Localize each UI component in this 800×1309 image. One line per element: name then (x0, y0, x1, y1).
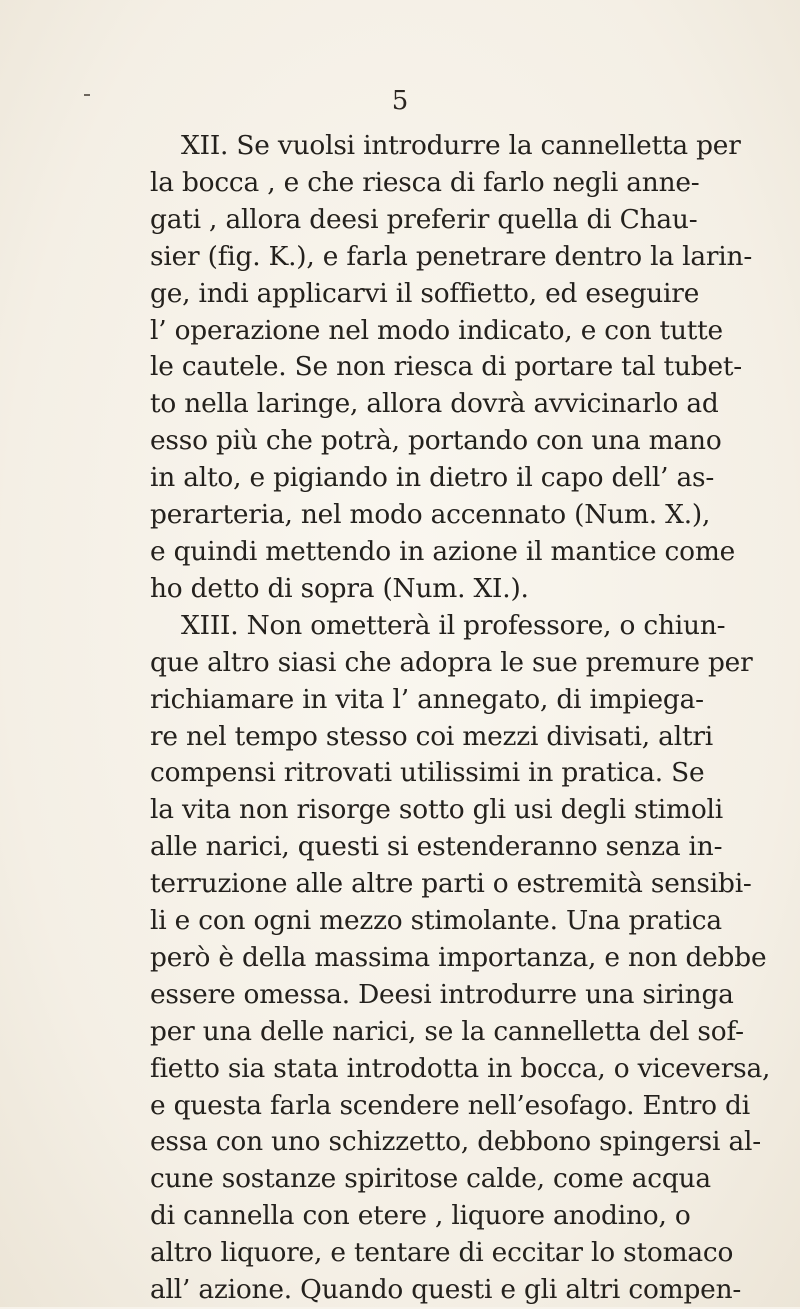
text-line: fietto sia stata introdotta in bocca, o viceversa, (150, 1052, 771, 1084)
text-line: compensi ritrovati utilissimi in pratica. Se (150, 757, 705, 789)
text-line: li e con ogni mezzo stimolante. Una pratica (150, 905, 722, 937)
text-line: essere omessa. Deesi introdurre una siringa (150, 978, 734, 1010)
text-line: all’ azione. Quando questi e gli altri compen- (150, 1274, 742, 1306)
text-line: richiamare in vita l’ annegato, di impiega- (150, 683, 704, 715)
text-line: essa con uno schizzetto, debbono spingersi al- (150, 1126, 761, 1158)
text-line: di cannella con etere , liquore anodino, o (150, 1200, 691, 1232)
body-text (150, 128, 771, 1309)
text-line: altro liquore, e tentare di eccitar lo stomaco (150, 1237, 734, 1269)
text-line: ho detto di sopra (Num. XI.). (150, 572, 529, 604)
text-line: re nel tempo stesso coi mezzi divisati, altri (150, 720, 714, 752)
text-line: e quindi mettendo in azione il mantice come (150, 535, 736, 567)
text-line: perarteria, nel modo accennato (Num. X.), (150, 499, 711, 531)
text-line: sier (fig. K.), e farla penetrare dentro la larin- (150, 240, 753, 272)
text-line: gati , allora deesi preferir quella di Chau- (150, 203, 698, 235)
text-line: per una delle narici, se la cannelletta del sof- (150, 1015, 744, 1047)
text-line: ge, indi applicarvi il soffietto, ed eseguire (150, 277, 700, 309)
text-line: e questa farla scendere nell’esofago. Entro di (150, 1089, 750, 1121)
text-line: terruzione alle altre parti o estremità sensibi- (150, 868, 752, 900)
text-line: que altro siasi che adopra le sue premure per (150, 646, 753, 678)
text-line: to nella laringe, allora dovrà avvicinarlo ad (150, 388, 719, 420)
text-line: però è della massima importanza, e non debbe (150, 941, 767, 973)
text-line: XIII. Non ometterà il professore, o chiun- (181, 609, 726, 641)
text-line: le cautele. Se non riesca di portare tal tubet- (150, 351, 742, 383)
text-line: l’ operazione nel modo indicato, e con tutte (150, 314, 723, 346)
text-line: alle narici, questi si estenderanno senza in- (150, 831, 723, 863)
text-line: esso più che potrà, portando con una mano (150, 425, 722, 457)
page-number: 5 (391, 86, 409, 116)
text-line: la vita non risorge sotto gli usi degli stimoli (150, 794, 724, 826)
text-line: la bocca , e che riesca di farlo negli anne- (150, 166, 700, 198)
text-line: in alto, e pigiando in dietro il capo dell’ as- (150, 462, 715, 494)
text-line: cune sostanze spiritose calde, come acqua (150, 1163, 711, 1195)
text-line: XII. Se vuolsi introdurre la cannelletta per (181, 130, 741, 161)
